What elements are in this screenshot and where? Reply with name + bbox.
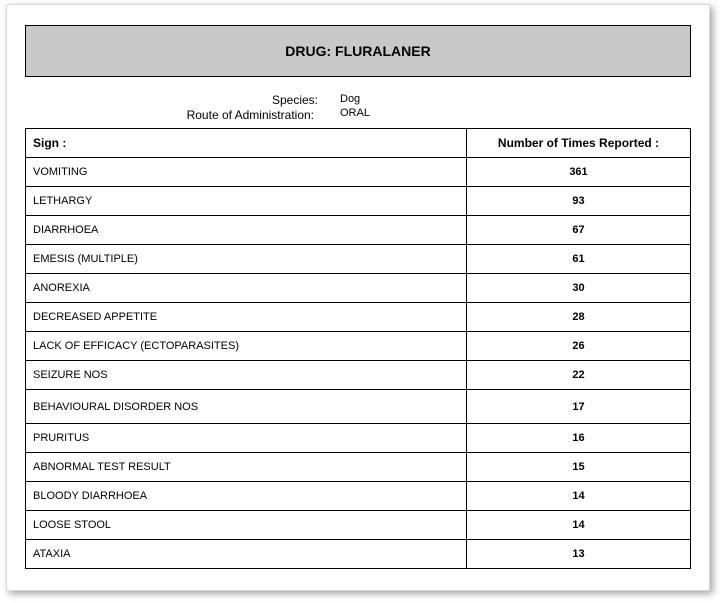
signs-table <box>25 128 691 569</box>
table-row <box>26 245 691 274</box>
count-cell: 16 <box>467 424 691 453</box>
table-row <box>26 187 691 216</box>
route-label: Route of Administration: <box>186 108 314 122</box>
table-row <box>26 361 691 390</box>
count-cell: 15 <box>467 453 691 482</box>
count-cell: 22 <box>467 361 691 390</box>
count-cell: 30 <box>467 274 691 303</box>
count-cell: 14 <box>467 511 691 540</box>
sign-cell: DIARRHOEA <box>26 216 467 245</box>
sign-cell: LOOSE STOOL <box>26 511 467 540</box>
table-row <box>26 390 691 424</box>
sign-cell: EMESIS (MULTIPLE) <box>26 245 467 274</box>
table-row <box>26 482 691 511</box>
sign-cell: VOMITING <box>26 158 467 187</box>
count-cell: 13 <box>467 540 691 569</box>
route-value: ORAL <box>340 107 370 119</box>
sign-cell: BEHAVIOURAL DISORDER NOS <box>26 390 467 424</box>
sign-cell: ATAXIA <box>26 540 467 569</box>
sign-column-header: Sign : <box>26 129 467 158</box>
count-cell: 61 <box>467 245 691 274</box>
sign-cell: DECREASED APPETITE <box>26 303 467 332</box>
species-value: Dog <box>340 93 361 105</box>
sign-cell: ANOREXIA <box>26 274 467 303</box>
table-row <box>26 303 691 332</box>
table-row <box>26 332 691 361</box>
sign-cell: PRURITUS <box>26 424 467 453</box>
count-cell: 26 <box>467 332 691 361</box>
table-row <box>26 158 691 187</box>
count-cell: 67 <box>467 216 691 245</box>
sign-cell: SEIZURE NOS <box>26 361 467 390</box>
drug-title: DRUG: FLURALANER <box>25 25 691 77</box>
table-row <box>26 274 691 303</box>
count-cell: 361 <box>467 158 691 187</box>
sign-cell: LACK OF EFFICACY (ECTOPARASITES) <box>26 332 467 361</box>
species-label: Species: <box>271 93 318 107</box>
table-row <box>26 540 691 569</box>
sign-cell: BLOODY DIARRHOEA <box>26 482 467 511</box>
table-row <box>26 216 691 245</box>
sign-cell: LETHARGY <box>26 187 467 216</box>
count-column-header: Number of Times Reported : <box>467 129 691 158</box>
sign-cell: ABNORMAL TEST RESULT <box>26 453 467 482</box>
table-row <box>26 453 691 482</box>
count-cell: 17 <box>467 390 691 424</box>
count-cell: 14 <box>467 482 691 511</box>
count-cell: 28 <box>467 303 691 332</box>
table-row <box>26 424 691 453</box>
table-header-row <box>26 129 691 158</box>
table-row <box>26 511 691 540</box>
count-cell: 93 <box>467 187 691 216</box>
